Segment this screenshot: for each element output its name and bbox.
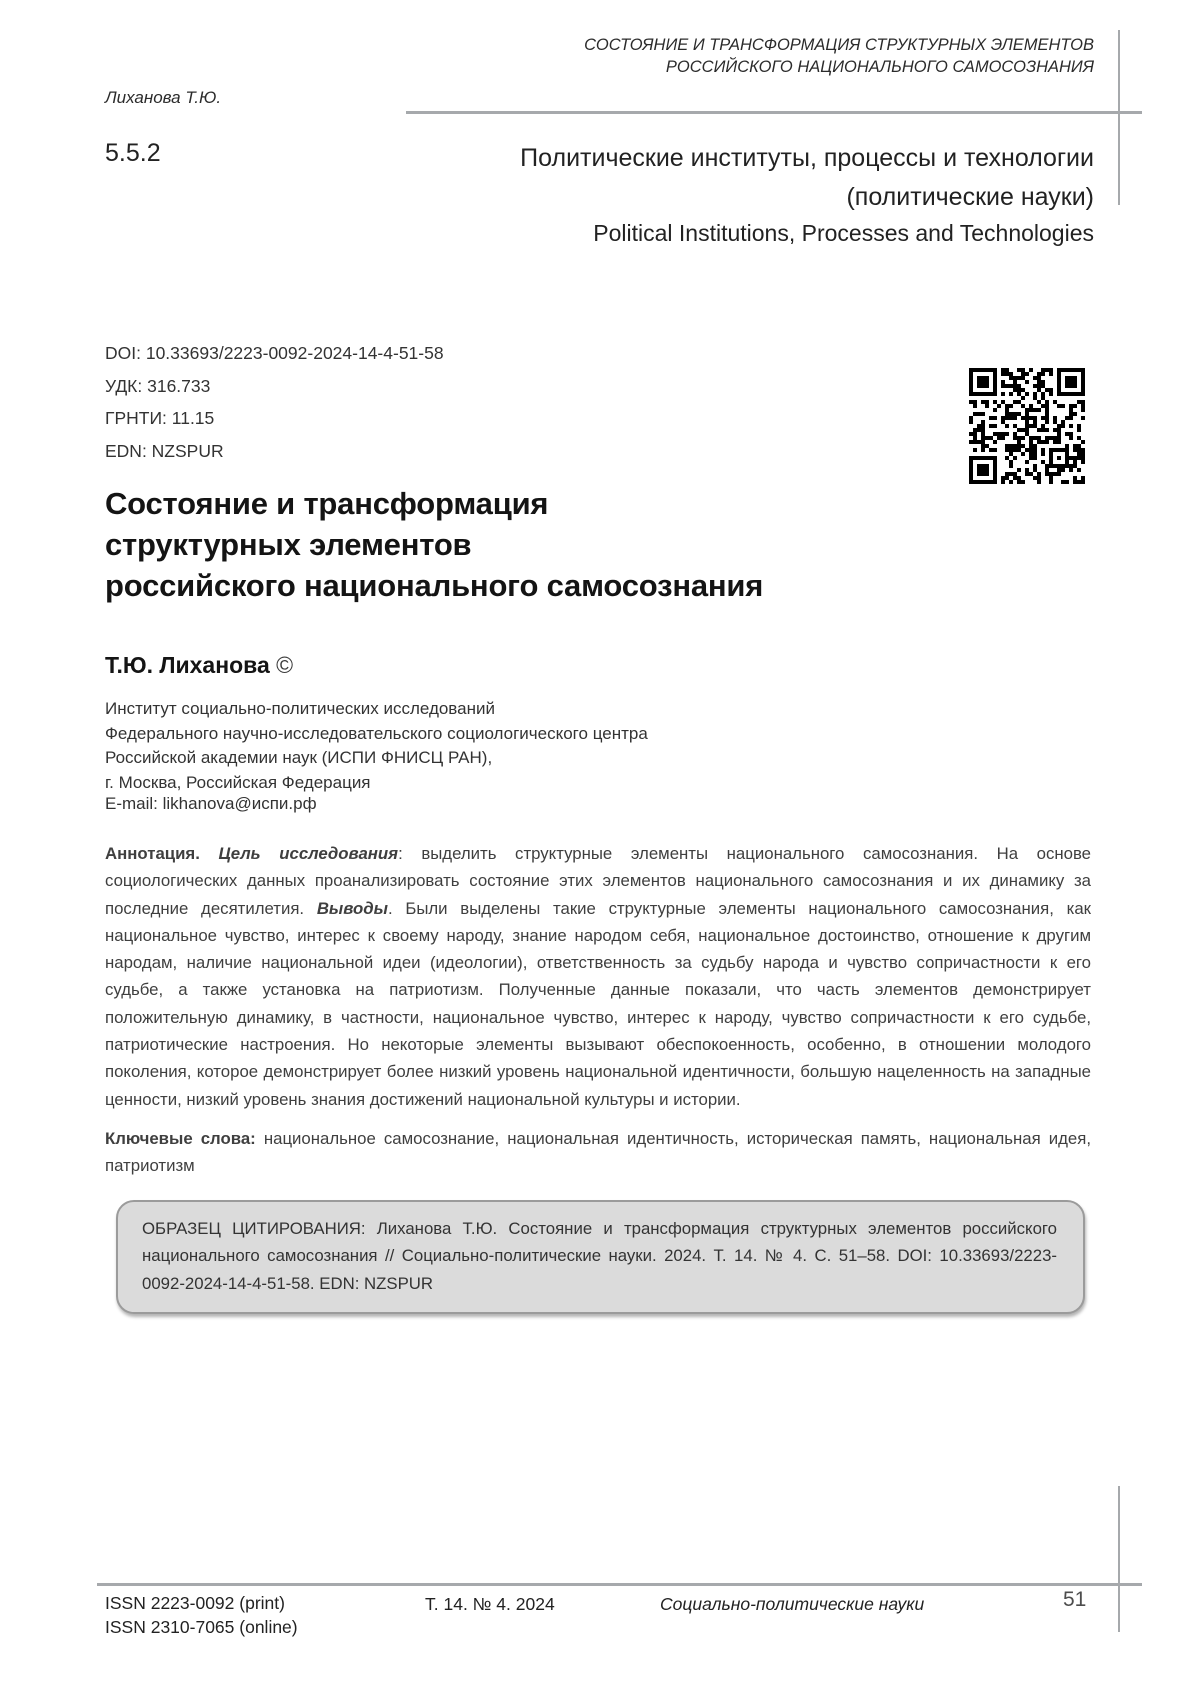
qr-code (969, 368, 1085, 484)
footer-journal-title: Социально-политические науки (660, 1594, 925, 1614)
affiliation-block (105, 697, 648, 795)
running-head-title-line1: СОСТОЯНИЕ И ТРАНСФОРМАЦИЯ СТРУКТУРНЫХ ЭЛЕМЕНТОВ (584, 36, 1094, 54)
abstract-paragraph (105, 840, 1091, 1113)
doi-line: DOI: 10.33693/2223-0092-2024-14-4-51-58 (105, 343, 444, 363)
author-email: E-mail: likhanova@испи.рф (105, 794, 317, 813)
udk-line: УДК: 316.733 (105, 375, 211, 396)
qr-finder-top-right (1057, 368, 1085, 396)
footer-divider-line (97, 1583, 1142, 1586)
article-title-line3: российского национального самосознания (105, 568, 764, 603)
keywords-paragraph (105, 1125, 1091, 1180)
article-identifiers (105, 337, 444, 467)
abstract-label: Аннотация. (105, 844, 200, 863)
qr-finder-bottom-left (969, 456, 997, 484)
keywords-text: национальное самосознание, национальная идентичность, историческая память, национальная идея, патриотизм (105, 1129, 1091, 1176)
header-divider-line (406, 111, 1142, 114)
footer-volume: Т. 14. № 4. 2024 (425, 1594, 555, 1614)
citation-text: Лиханова Т.Ю. Состояние и трансформация структурных элементов российского национального самосознания // Социально-политические науки. 2024. Т. 14. № 4. С. 51–58. DOI: 10.33693/2223-0092-2024-14-4-51-58. EDN: NZSPUR (142, 1219, 1057, 1293)
article-author (105, 652, 293, 679)
specialty-title-ru (520, 139, 1094, 217)
article-title (105, 483, 763, 606)
specialty-code: 5.5.2 (105, 139, 161, 167)
edn-line: EDN: NZSPUR (105, 440, 224, 461)
affiliation-line: Институт социально-политических исследований (105, 699, 495, 718)
footer-vertical-line (1118, 1486, 1120, 1632)
qr-alignment-pattern (1049, 448, 1069, 468)
specialty-title-ru-line2: (политические науки) (846, 183, 1094, 211)
specialty-title-ru-line1: Политические институты, процессы и технологии (520, 144, 1094, 172)
article-title-line1: Состояние и трансформация (105, 486, 549, 521)
copyright-symbol: © (276, 652, 294, 678)
author-name: Т.Ю. Лиханова (105, 652, 270, 678)
affiliation-line: Российской академии наук (ИСПИ ФНИСЦ РАН), (105, 748, 493, 767)
affiliation-line: Федерального научно-исследовательского социологического центра (105, 723, 648, 743)
keywords-label: Ключевые слова: (105, 1129, 256, 1148)
abstract-conclusions-text: . Были выделены такие структурные элементы национального самосознания, как национальное чувство, интерес к своему народу, знание народом себя, национальное достоинство, отношение к другим народам, наличие национальной идеи (идеологии), ответственность за судьбу народа и чувство сопричастности к его судьбе, а также установка на патриотизм. Полученные данные показали, что часть элементов демонстрирует положительную динамику, в частности, национальное чувство, интерес к народу, чувство сопричастности к его судьбе, патриотические настроения. Но некоторые элементы вызывают обеспокоенность, особенно, в отношении молодого поколения, которое демонстрирует более низкий уровень национальной идентичности, большую нацеленность на западные ценности, низкий уровень знания достижений национальной культуры и истории. (105, 898, 1091, 1109)
article-title-line2: структурных элементов (105, 527, 472, 562)
abstract-conclusions-label: Выводы (316, 898, 388, 918)
abstract-goal-label: Цель исследования (199, 844, 399, 863)
running-head-title (584, 34, 1094, 78)
qr-code-svg (969, 368, 1085, 484)
issn-online: ISSN 2310-7065 (online) (105, 1616, 298, 1637)
grnti-line: ГРНТИ: 11.15 (105, 408, 215, 428)
header-vertical-line (1118, 30, 1120, 205)
running-head-title-line2: РОССИЙСКОГО НАЦИОНАЛЬНОГО САМОСОЗНАНИЯ (665, 58, 1094, 76)
footer-issn-block (105, 1592, 298, 1639)
footer-page-number: 51 (1063, 1588, 1087, 1611)
specialty-title-en: Political Institutions, Processes and Technologies (593, 220, 1094, 246)
citation-label: ОБРАЗЕЦ ЦИТИРОВАНИЯ: (142, 1219, 366, 1238)
issn-print: ISSN 2223-0092 (print) (105, 1593, 285, 1613)
abstract-goal-text: : выделить структурные элементы национального самосознания. На основе социологических данных проанализировать состояние этих элементов национального самосознания и их динамику за последние десятилетия. (105, 844, 1092, 918)
citation-sample-box (116, 1200, 1085, 1314)
affiliation-line: г. Москва, Российская Федерация (105, 772, 371, 792)
running-head-author: Лиханова Т.Ю. (105, 88, 222, 107)
qr-finder-top-left (969, 368, 997, 396)
